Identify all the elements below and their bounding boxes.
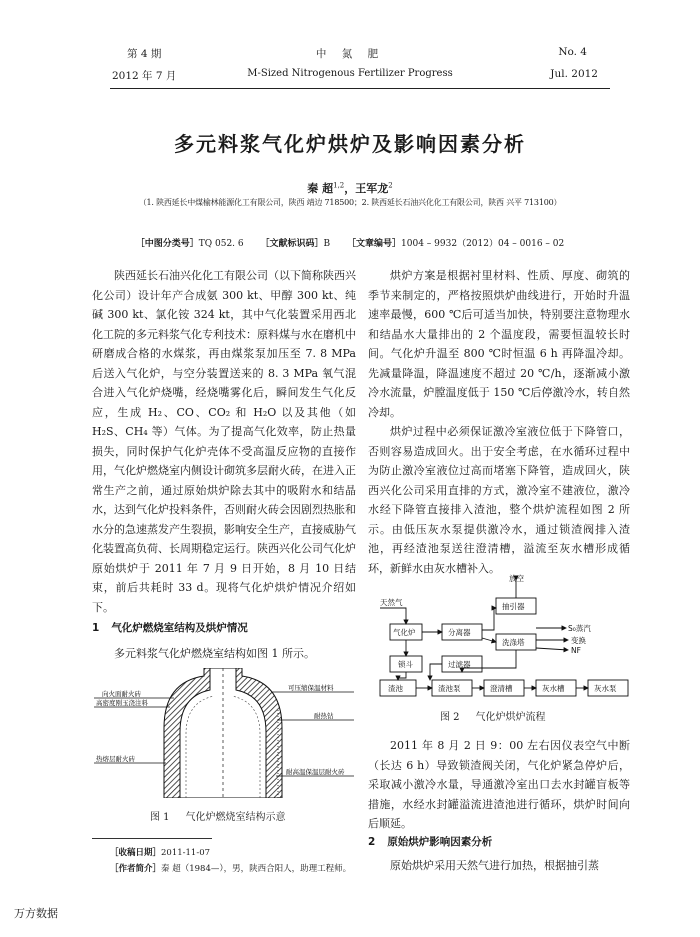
label-slag-pit: 渣池 bbox=[388, 684, 403, 693]
section-1-title: 气化炉燃烧室结构及烘炉情况 bbox=[111, 622, 248, 634]
issue-number: 第 4 期 bbox=[127, 48, 162, 60]
section-1-number: 1 bbox=[92, 622, 100, 634]
author-line bbox=[0, 180, 700, 196]
right-paragraph-3: 2011 年 8 月 2 日 9：00 左右因仪表空气中断（长达 6 h）导致锁渣阀关闭，气化炉紧急停炉后，采取减小激冷水量，导通激冷室出口去水封罐盲板等措施，水经水封罐溢流进渣池进行循环，烘炉时间向后顺延。 bbox=[368, 739, 630, 830]
author-bio: 秦 超（1984—），男，陕西合阳人，助理工程师。 bbox=[161, 864, 352, 874]
section-2-title: 原始烘炉影响因素分析 bbox=[387, 836, 493, 848]
label-vent: 放空 bbox=[509, 574, 524, 583]
figure-2-title: 气化炉烘炉流程 bbox=[475, 712, 546, 723]
right-paragraph-1: 烘炉方案是根据衬里材料、性质、厚度、砌筑的季节来制定的，严格按照烘炉曲线进行，开始时升温速率最慢，600 ℃后可适当加快，特别要注意物理水和结晶水大量排出的 2 个温度段，需要恒温较长时间。气化炉升温至 800 ℃时恒温 6 h 再降温冷却。先减量降温，降温速度不超过 20 ℃/h，逐渐减小激冷水流量，炉膛温度低于 150 ℃后停激冷水，转自然冷却。 bbox=[368, 269, 630, 419]
author-2-affil: 2 bbox=[388, 181, 393, 190]
header-rule bbox=[110, 88, 610, 89]
label-steam: S₀蒸汽 bbox=[568, 624, 591, 633]
author-1-affil: 1,2 bbox=[333, 181, 345, 190]
doc-code-label: ［文献标识码］ bbox=[260, 239, 324, 249]
label-ejector: 抽引器 bbox=[502, 602, 525, 611]
label-hot-layer-brick: 热熔层耐火砖 bbox=[96, 755, 135, 763]
section-2-number: 2 bbox=[368, 836, 376, 848]
label-corundum-castable: 高密度刚玉浇注料 bbox=[96, 699, 148, 707]
received-label: ［收稿日期］ bbox=[110, 848, 162, 858]
label-ash-tank: 灰水槽 bbox=[542, 684, 565, 693]
received-date: 2011-11-07 bbox=[161, 848, 211, 858]
author-separator: ， bbox=[344, 182, 356, 195]
right-paragraph-2: 烘炉过程中必须保证激冷室液位低于下降管口，否则容易造成回火。出于安全考虑，在水循环过程中为防止激冷室液位过高而堵塞下降管，造成回火，陕西兴化公司采用直排的方式，激冷室不建液位，激冷水经下降管直接排入渣池，整个烘炉流程如图 2 所示。由低压灰水泵提供激冷水，通过锁渣阀排入渣池，再经渣池泵送往澄清槽，溢流至灰水槽形成循环，新鲜水由灰水槽补入。 bbox=[368, 425, 630, 575]
label-to-nf: NF bbox=[571, 646, 581, 655]
issue-date-en: Jul. 2012 bbox=[550, 68, 598, 80]
intro-paragraph: 陕西延长石油兴化化工有限公司（以下简称陕西兴化公司）设计年产合成氨 300 kt、甲醇 300 kt、纯碱 300 kt、氯化铵 324 kt，其中气化装置采用西北化工院的多元料浆气化专利技术：原料煤与水在磨机中研磨成合格的水煤浆，再由煤浆泵加压至 7. 8 MPa 后送入气化炉，与空分装置送来的 8. 3 MPa 氧气混合进入气化炉烧嘴，经烧嘴雾化后，瞬间发生气化反应，生成 H₂、CO、CO₂ 和 H₂O 以及其他（如 H₂S、CH₄ 等）气体。为了提高气化效率，防止热量损失，同时保护气化炉壳体不受高温反应物的直接作用，气化炉燃烧室内侧设计砌筑多层耐火砖，在进入正常生产之前，通过原始烘炉除去其中的吸附水和结晶水，达到气化炉投料条件，否则耐火砖会因剧烈热胀和水分的急速蒸发产生裂损，影响安全生产，直接威胁气化装置高负荷、长周期稳定运行。陕西兴化公司气化炉原始烘炉于 2011 年 7 月 9 日开始，8 月 10 日结束，前后共耗时 33 d。现将气化炉烘炉情况介绍如下。 bbox=[92, 269, 356, 614]
doc-code-value: B bbox=[323, 239, 331, 249]
journal-name-cn: 中 氮 肥 bbox=[315, 48, 385, 60]
figure-1-diagram bbox=[92, 668, 354, 798]
issue-number-en: No. 4 bbox=[558, 46, 587, 58]
author-bio-label: ［作者简介］ bbox=[110, 864, 162, 874]
figure-2-number: 图 2 bbox=[440, 712, 460, 723]
figure-1-caption bbox=[150, 808, 286, 823]
section-2-heading bbox=[368, 834, 492, 849]
label-clarifier: 澄清槽 bbox=[490, 684, 513, 693]
clc-label: ［中图分类号］ bbox=[135, 239, 199, 249]
label-separator: 分离器 bbox=[448, 628, 471, 637]
footnote-rule bbox=[92, 838, 212, 839]
label-compressible-insulation: 可压缩保温材料 bbox=[288, 684, 334, 692]
label-washer: 洗涤塔 bbox=[502, 638, 525, 647]
issue-date: 2012 年 7 月 bbox=[112, 70, 177, 82]
label-slag-pump: 渣池泵 bbox=[438, 684, 461, 693]
left-column bbox=[92, 266, 356, 617]
right-column bbox=[368, 266, 630, 578]
figure-2-diagram bbox=[376, 574, 630, 700]
paper-title: 多元料浆气化炉烘炉及影响因素分析 bbox=[174, 132, 526, 156]
footnote-received bbox=[110, 846, 210, 858]
label-ash-pump: 灰水泵 bbox=[594, 684, 617, 693]
section-1-heading bbox=[92, 620, 248, 635]
clc-value: TQ 052. 6 bbox=[198, 239, 244, 249]
label-natural-gas: 天然气 bbox=[380, 598, 403, 607]
section-2-body bbox=[368, 856, 630, 876]
footer-watermark: 万方数据 bbox=[14, 907, 58, 920]
label-lock-hopper: 锁斗 bbox=[398, 660, 413, 669]
article-number-label: ［文章编号］ bbox=[347, 239, 402, 249]
footnote-author bbox=[110, 862, 351, 874]
figure-1-title: 气化炉燃烧室结构示意 bbox=[185, 812, 286, 823]
author-1: 秦 超 bbox=[307, 182, 334, 195]
label-heat-resistant-anchor: 耐热钻 bbox=[314, 712, 334, 720]
figure-1-number: 图 1 bbox=[150, 812, 170, 823]
page-header bbox=[0, 0, 700, 96]
figure-2-caption bbox=[440, 708, 546, 723]
affiliation: （1. 陕西延长中煤榆林能源化工有限公司，陕西 靖边 718500；2. 陕西延长石油兴化化工有限公司，陕西 兴平 713100） bbox=[138, 198, 562, 207]
classification-line bbox=[0, 236, 700, 249]
label-refractory-brick: 向火面耐火砖 bbox=[102, 690, 141, 698]
label-to-shift: 变换 bbox=[571, 636, 586, 645]
article-number-value: 1004 – 9932（2012）04 – 0016 – 02 bbox=[401, 239, 565, 249]
right-column-lower bbox=[368, 736, 630, 834]
journal-name-en: M-Sized Nitrogenous Fertilizer Progress bbox=[247, 68, 453, 79]
label-insulation-brick: 耐高温保温层耐火砖 bbox=[286, 768, 345, 776]
figure-1-intro: 多元料浆气化炉燃烧室结构如图 1 所示。 bbox=[114, 647, 315, 660]
label-gasifier: 气化炉 bbox=[393, 628, 416, 637]
section-2-paragraph: 原始烘炉采用天然气进行加热，根据抽引蒸 bbox=[390, 859, 599, 872]
author-2: 王军龙 bbox=[355, 182, 389, 195]
label-filter: 过滤器 bbox=[448, 660, 471, 669]
